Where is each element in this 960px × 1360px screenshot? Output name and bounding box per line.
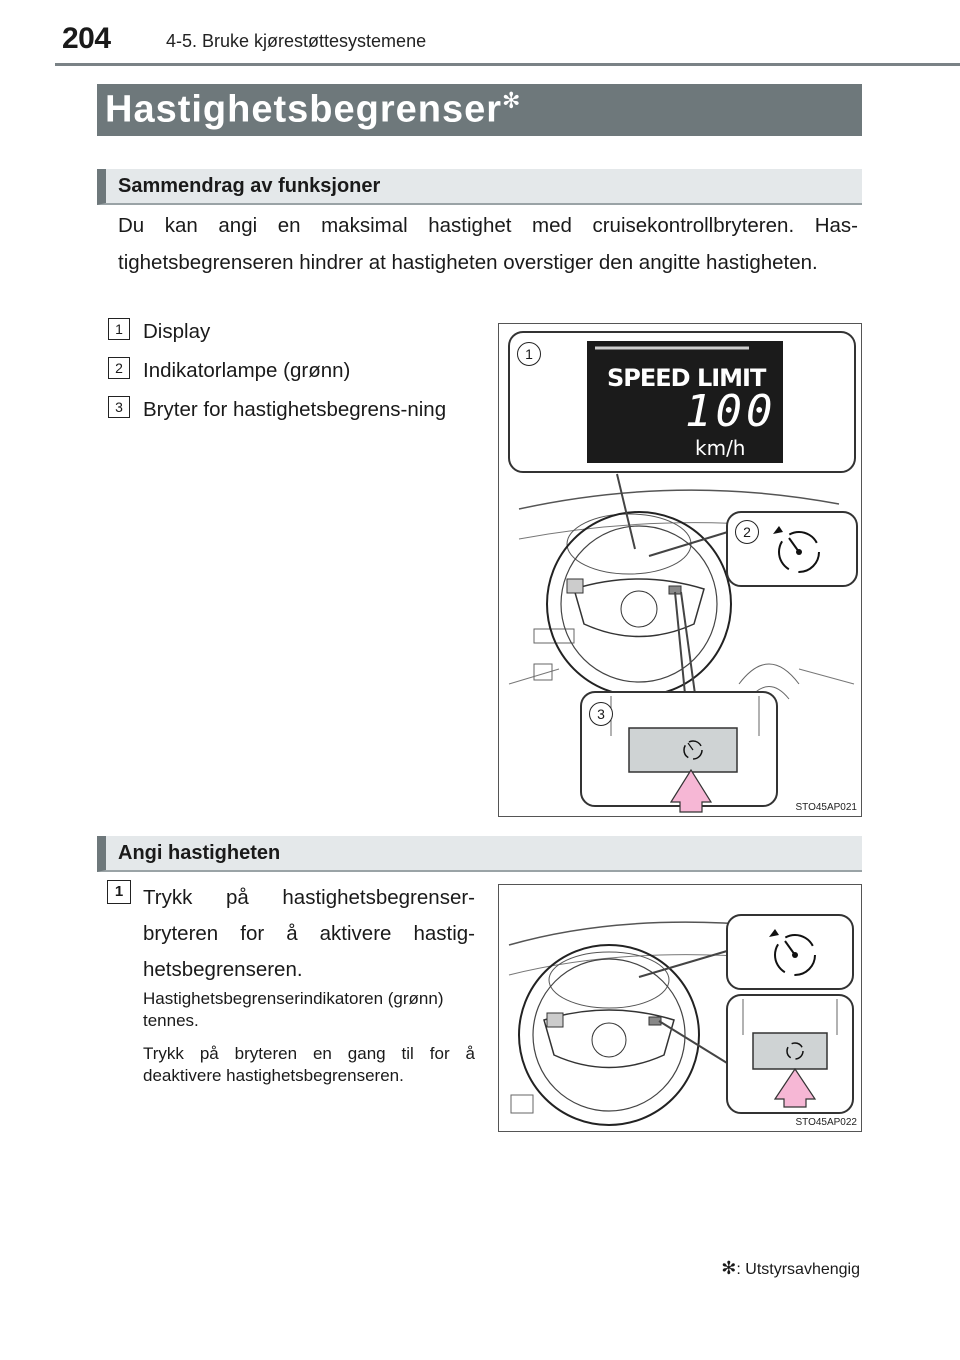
figure-code: STO45AP022 — [795, 1117, 857, 1128]
dashboard-illustration — [499, 324, 861, 816]
item-number-3: 3 — [108, 396, 130, 418]
figure-code: STO45AP021 — [795, 802, 857, 813]
section-heading-set-speed — [97, 836, 862, 872]
footnote — [721, 1258, 860, 1279]
section-heading-text: Angi hastigheten — [118, 842, 281, 864]
section-heading-text: Sammendrag av funksjoner — [118, 175, 381, 197]
chapter-title: 4-5. Bruke kjørestøttesystemene — [166, 31, 427, 51]
item-speed-limiter-switch: Bryter for hastighetsbegrens-ning — [143, 398, 447, 421]
asterisk-icon: ✻ — [721, 1258, 737, 1278]
item-number-2: 2 — [108, 357, 130, 379]
figure-speed-limiter-overview — [498, 323, 862, 817]
callout-3: 3 — [589, 702, 613, 726]
display-speed-unit: km/h — [695, 436, 746, 460]
footnote-text: : Utstyrsavhengig — [736, 1261, 860, 1278]
item-display: Display — [143, 320, 211, 343]
figure-activate-switch — [498, 884, 862, 1132]
intro-paragraph: Du kan angi en maksimal hastighet med cruisekontrollbryteren. Hastighetsbegrenseren hindrer at hastigheten overstiger den angitte hastigheten. — [118, 214, 858, 274]
title-bar — [97, 84, 862, 136]
asterisk-icon: ✻ — [502, 88, 522, 113]
switch-illustration — [499, 885, 861, 1131]
item-indicator-lamp: Indikatorlampe (grønn) — [143, 359, 351, 382]
page-number: 204 — [62, 22, 111, 55]
section-heading-summary — [97, 169, 862, 205]
step-number: 1 — [107, 880, 131, 904]
display-speed-limit-label: SPEED LIMIT — [607, 364, 766, 392]
page-title-text: Hastighetsbegrenser — [105, 88, 503, 131]
note-deactivate: Trykk på bryteren en gang til for å deaktivere hastighetsbegrenseren. — [143, 1044, 475, 1085]
callout-2: 2 — [735, 520, 759, 544]
header-rule — [55, 63, 960, 66]
callout-1: 1 — [517, 342, 541, 366]
item-number-1: 1 — [108, 318, 130, 340]
note-indicator-on: Hastighetsbegrenserindikatoren (grønn) tennes. — [143, 989, 444, 1030]
display-speed-value: 100 — [685, 386, 777, 437]
page-title — [105, 88, 521, 132]
step-instruction: Trykk på hastighetsbegrenser-bryteren for å aktivere hastig-hetsbegrenseren. — [143, 886, 475, 981]
